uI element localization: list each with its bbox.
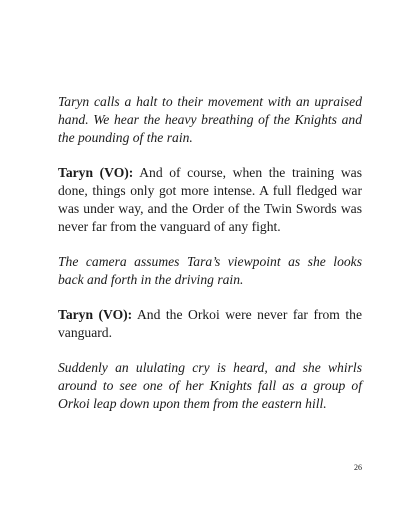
stage-direction-text: The camera assumes Tara’s viewpoint as she looks back and forth in the driving rain. bbox=[58, 254, 362, 287]
stage-direction bbox=[58, 93, 362, 147]
speaker-name: Taryn (VO): bbox=[58, 307, 133, 322]
script-body bbox=[58, 93, 362, 430]
dialogue-text: And of course, when the training was done, things only got more intense. A full fledged war was under way, and the Order of the Twin Swords was never far from the vanguard of any fight. bbox=[58, 165, 362, 234]
stage-direction bbox=[58, 359, 362, 413]
stage-direction bbox=[58, 253, 362, 289]
dialogue-text: And the Orkoi were never far from the vanguard. bbox=[58, 307, 362, 340]
stage-direction-text: Suddenly an ululating cry is heard, and she whirls around to see one of her Knights fall as a group of Orkoi leap down upon them from the eastern hill. bbox=[58, 360, 362, 411]
dialogue-block bbox=[58, 164, 362, 236]
page-number: 26 bbox=[354, 463, 362, 472]
speaker-name: Taryn (VO): bbox=[58, 165, 134, 180]
dialogue-block bbox=[58, 306, 362, 342]
stage-direction-text: Taryn calls a halt to their movement with an upraised hand. We hear the heavy breathing of the Knights and the pounding of the rain. bbox=[58, 94, 362, 145]
